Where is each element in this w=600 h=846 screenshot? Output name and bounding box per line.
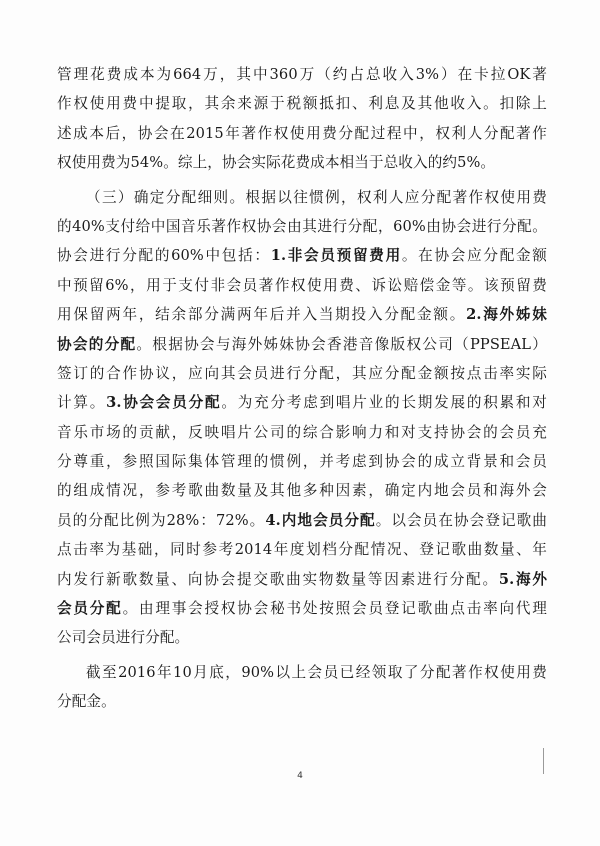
paragraph (57, 658, 547, 717)
body-text: 内发行新歌数量、向协会提交歌曲实物数量等因素进行分配。 (57, 570, 499, 588)
paragraph (57, 183, 547, 653)
paragraph (57, 60, 547, 178)
body-text: 的40%支付给中国音乐著作权协会由其进行分配，60%由协会进行分配。 (57, 217, 547, 235)
body-text: 用保留两年，结余部分满两年后并入当期投入分配金额。 (57, 306, 467, 324)
text-line (57, 388, 547, 417)
body-text: 员的分配比例为28%：72%。 (57, 511, 266, 529)
text-line (57, 330, 547, 359)
text-line (57, 148, 547, 177)
text-line (57, 447, 547, 476)
body-text: 签订的合作协议，应向其会员进行分配，其应分配金额按点击率实际 (57, 364, 547, 382)
body-text: 计算。 (57, 394, 107, 412)
body-text: 协会进行分配的60%中包括： (57, 247, 271, 265)
bold-heading-text: 5.海外 (498, 570, 548, 588)
text-line (57, 476, 547, 505)
bold-heading-text: 1.非会员预留费用 (270, 247, 402, 265)
body-text: 。在协会应分配金额 (401, 247, 547, 265)
text-line (57, 271, 547, 300)
text-line (57, 535, 547, 564)
body-text: 公司会员进行分配。 (57, 629, 190, 647)
text-line (57, 183, 547, 212)
page-number: 4 (297, 771, 303, 781)
body-text: 。以会员在协会登记歌曲 (375, 511, 547, 529)
body-text: 的组成情况，参考歌曲数量及其他多种因素，确定内地会员和海外会 (57, 482, 547, 500)
text-line (57, 212, 547, 241)
body-text: 管理花费成本为664万，其中360万（约占总收入3%）在卡拉OK著 (57, 66, 547, 83)
body-text: 中预留6%，用于支付非会员著作权使用费、诉讼赔偿金等。该预留费 (57, 276, 547, 294)
body-text: 分尊重，参照国际集体管理的惯例，并考虑到协会的成立背景和会员 (57, 453, 547, 471)
text-line (57, 565, 547, 594)
text-line (57, 623, 547, 652)
body-text: （三）确定分配细则。根据以往惯例，权利人应分配著作权使用费 (86, 188, 547, 206)
body-text: 。由理事会授权协会秘书处按照会员登记歌曲点击率向代理 (122, 600, 547, 618)
body-text: 权使用费为54%。综上，协会实际花费成本相当于总收入的约5%。 (57, 154, 496, 172)
text-line (57, 241, 547, 270)
bold-heading-text: 协会的分配 (57, 335, 137, 353)
body-text: 音乐市场的贡献，反映唱片公司的综合影响力和对支持协会的会员充 (57, 423, 547, 441)
body-text: 分配金。 (57, 693, 116, 711)
text-line (57, 658, 547, 687)
text-line (57, 418, 547, 447)
body-text: 述成本后，协会在2015年著作权使用费分配过程中，权利人分配著作 (57, 124, 547, 142)
body-text: 。根据协会与海外姊妹协会香港音像版权公司（PPSEAL） (136, 335, 547, 353)
body-text: 。为充分考虑到唱片业的长期发展的积累和对 (221, 394, 547, 412)
bold-heading-text: 3.协会会员分配 (106, 394, 222, 412)
bold-heading-text: 会员分配 (57, 600, 123, 618)
bold-heading-text: 2.海外姊妹 (466, 306, 547, 324)
text-line (57, 687, 547, 716)
bold-heading-text: 4.内地会员分配 (265, 511, 376, 529)
text-line (57, 506, 547, 535)
body-text: 截至2016年10月底，90%以上会员已经领取了分配著作权使用费 (86, 663, 547, 681)
text-line (57, 594, 547, 623)
text-line (57, 300, 547, 329)
body-text: 作权使用费中提取，其余来源于税额抵扣、利息及其他收入。扣除上 (57, 95, 547, 113)
document-body (57, 60, 547, 717)
text-line (57, 60, 547, 89)
text-line (57, 89, 547, 118)
text-line (57, 119, 547, 148)
text-line (57, 359, 547, 388)
body-text: 点击率为基础，同时参考2014年度划档分配情况、登记歌曲数量、年 (57, 541, 547, 559)
